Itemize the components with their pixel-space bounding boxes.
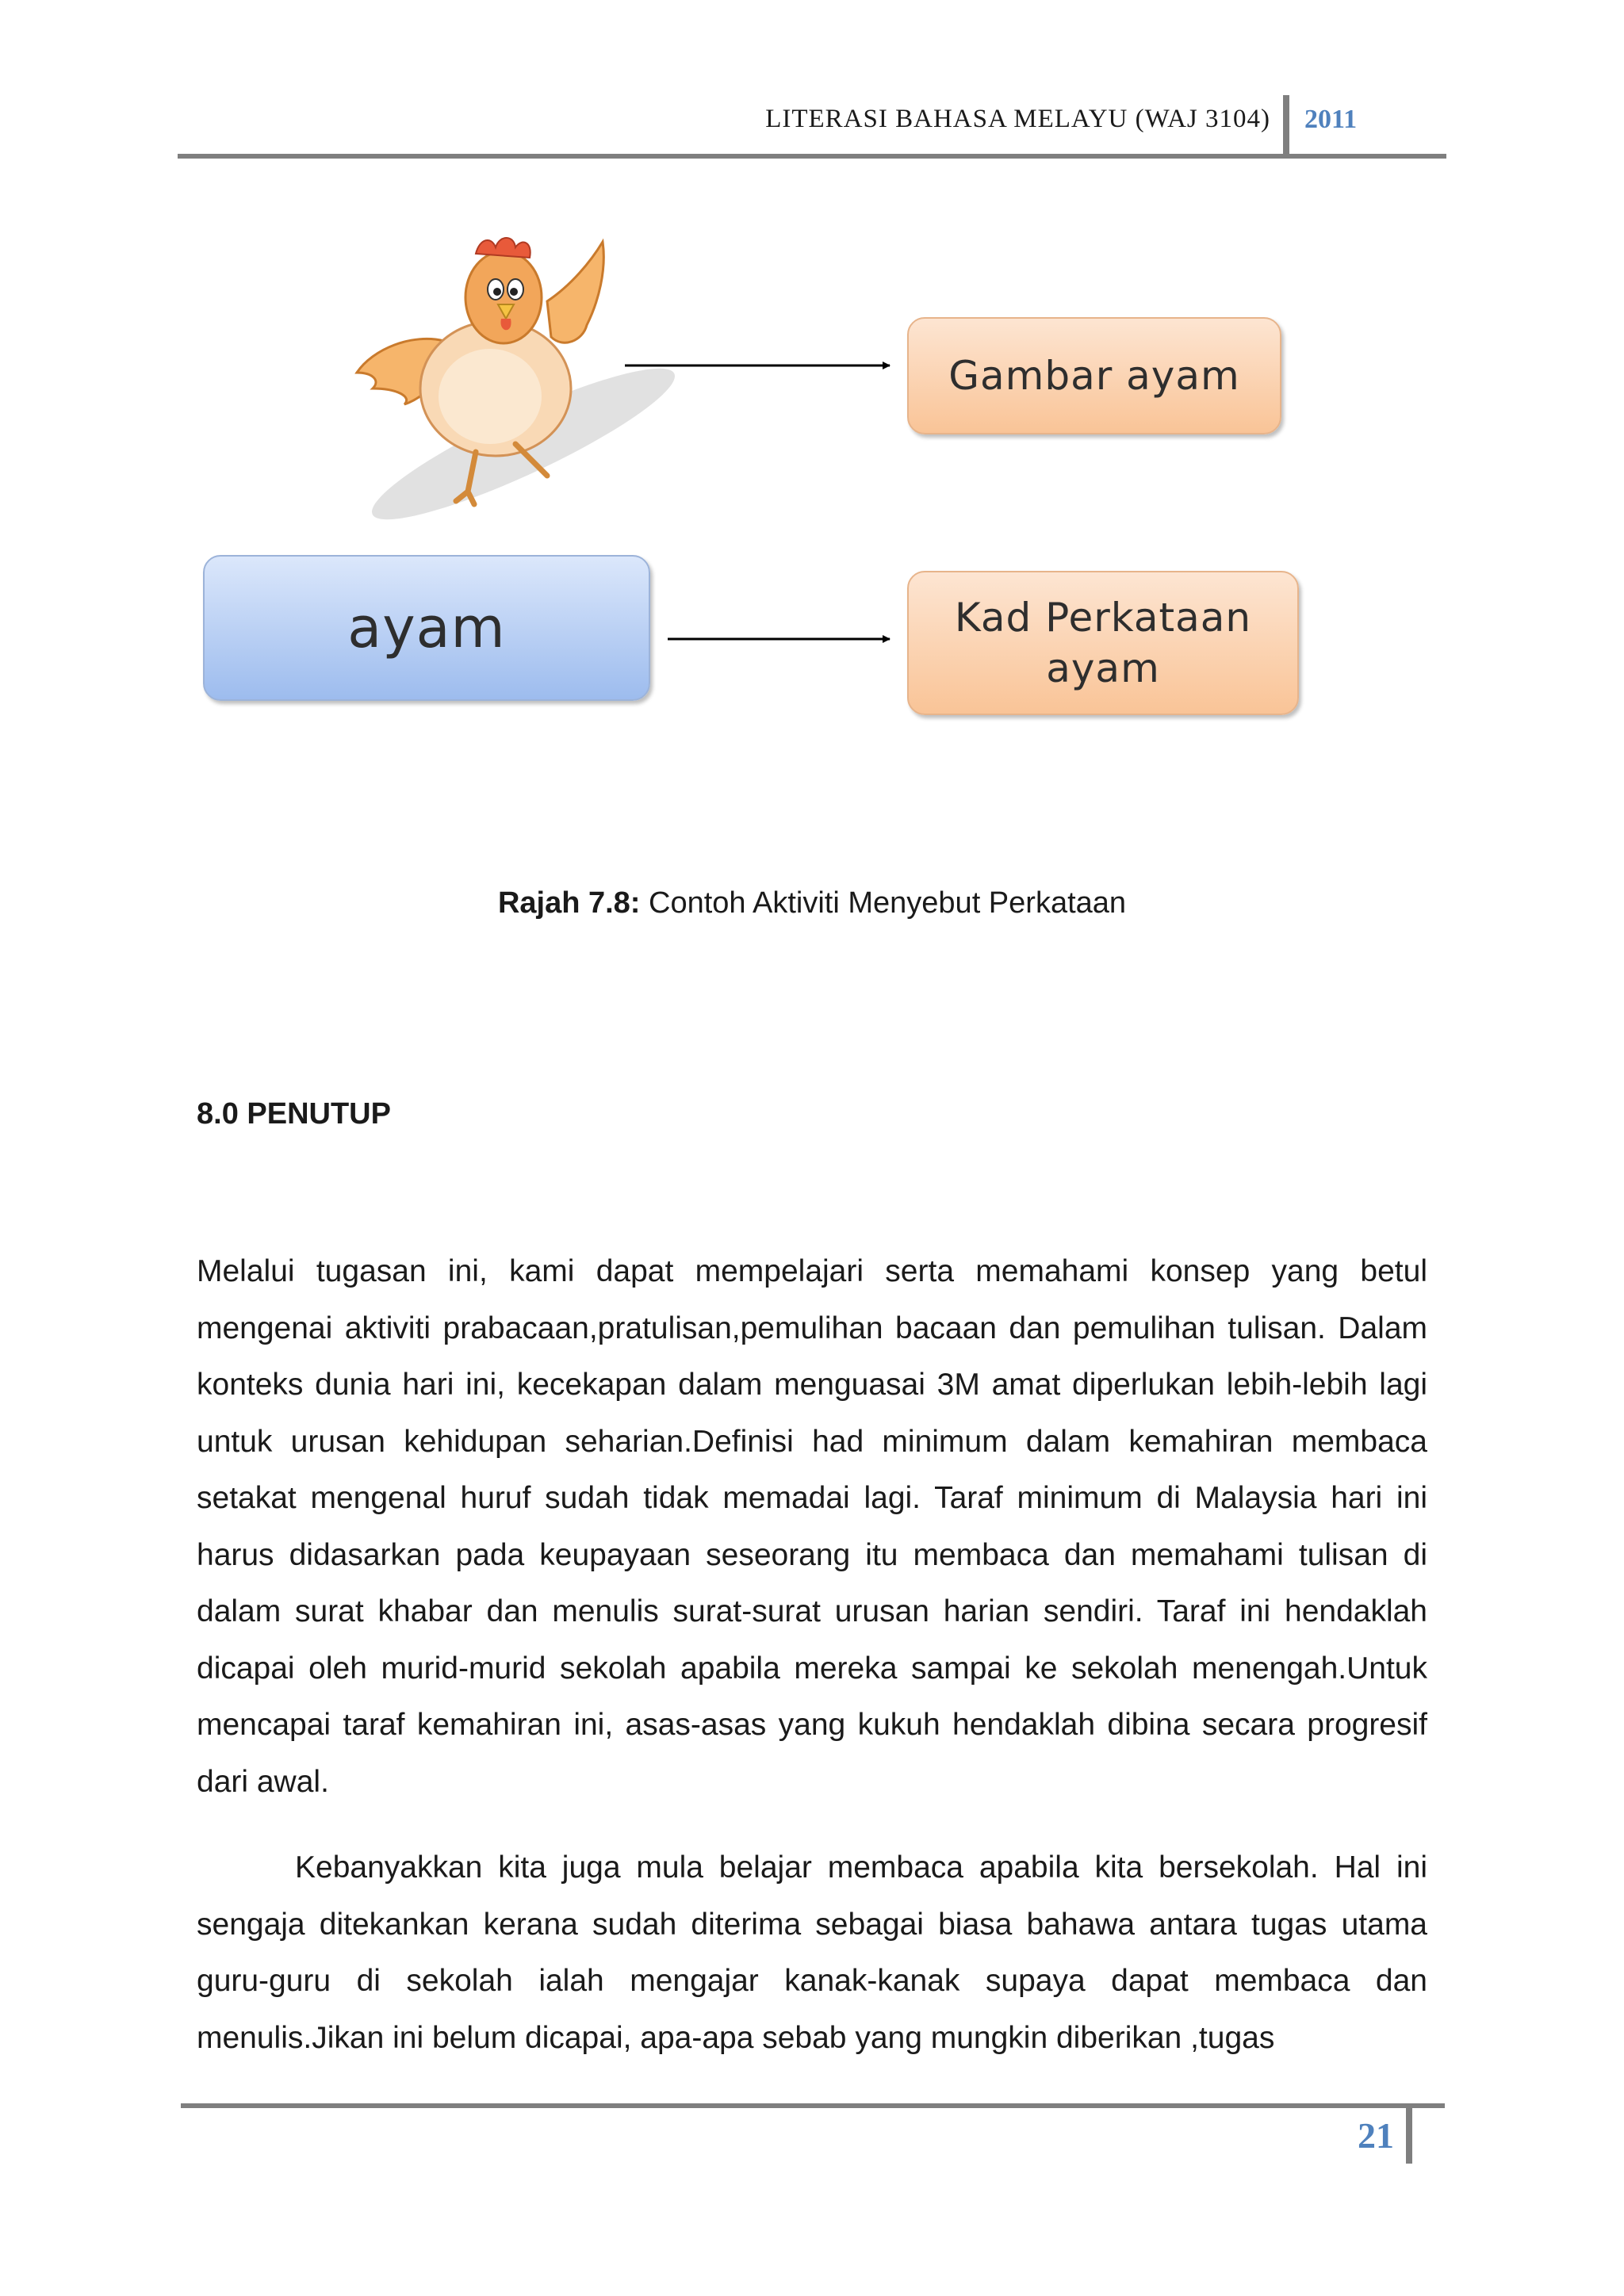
figure-caption-number: Rajah 7.8:: [497, 886, 641, 920]
gambar-ayam-box: [907, 317, 1281, 434]
footer-divider: [1406, 2103, 1412, 2164]
figure-caption: [0, 886, 1624, 920]
gambar-ayam-label: Gambar ayam: [948, 353, 1240, 399]
footer-rule: [181, 2103, 1445, 2108]
page-number: 21: [1358, 2115, 1394, 2156]
figure-caption-text: Contoh Aktiviti Menyebut Perkataan: [640, 886, 1127, 920]
kad-perkataan-box: [907, 571, 1299, 715]
kad-perkataan-label-line2: ayam: [1046, 645, 1160, 691]
running-header-title: LITERASI BAHASA MELAYU (WAJ 3104): [765, 105, 1270, 133]
paragraph-2: Kebanyakkan kita juga mula belajar membaca apabila kita bersekolah. Hal ini sengaja ditekankan kerana sudah diterima sebagai biasa bahawa antara tugas utama guru-guru di sekolah ialah mengajar kanak-kanak supaya dapat membaca dan menulis.Jikan ini belum dicapai, apa-apa sebab yang mungkin diberikan ,tugas: [197, 1850, 1427, 2055]
kad-perkataan-label-line1: Kad Perkataan: [954, 595, 1252, 641]
ayam-word-label: ayam: [347, 595, 506, 660]
section-heading: 8.0 PENUTUP: [197, 1097, 391, 1131]
paragraph-1: Melalui tugasan ini, kami dapat mempelajari serta memahami konsep yang betul mengenai aktiviti prabacaan,pratulisan,pemulihan bacaan dan pemulihan tulisan. Dalam konteks dunia hari ini, kecekapan dalam menguasai 3M amat diperlukan lebih-lebih lagi untuk urusan kehidupan seharian.Definisi had minimum dalam kemahiran membaca setakat mengenal huruf sudah tidak memadai lagi. Taraf minimum di Malaysia hari ini harus didasarkan pada keupayaan seseorang itu membaca dan memahami tulisan di dalam surat khabar dan menulis surat-surat urusan harian sendiri. Taraf ini hendaklah dicapai oleh murid-murid sekolah apabila mereka sampai ke sekolah menengah.Untuk mencapai taraf kemahiran ini, asas-asas yang kukuh hendaklah dibina secara progresif dari awal.: [197, 1254, 1427, 1799]
running-header-year: 2011: [1304, 105, 1358, 134]
chicken-illustration: [357, 238, 687, 541]
ayam-word-box: [203, 555, 650, 701]
